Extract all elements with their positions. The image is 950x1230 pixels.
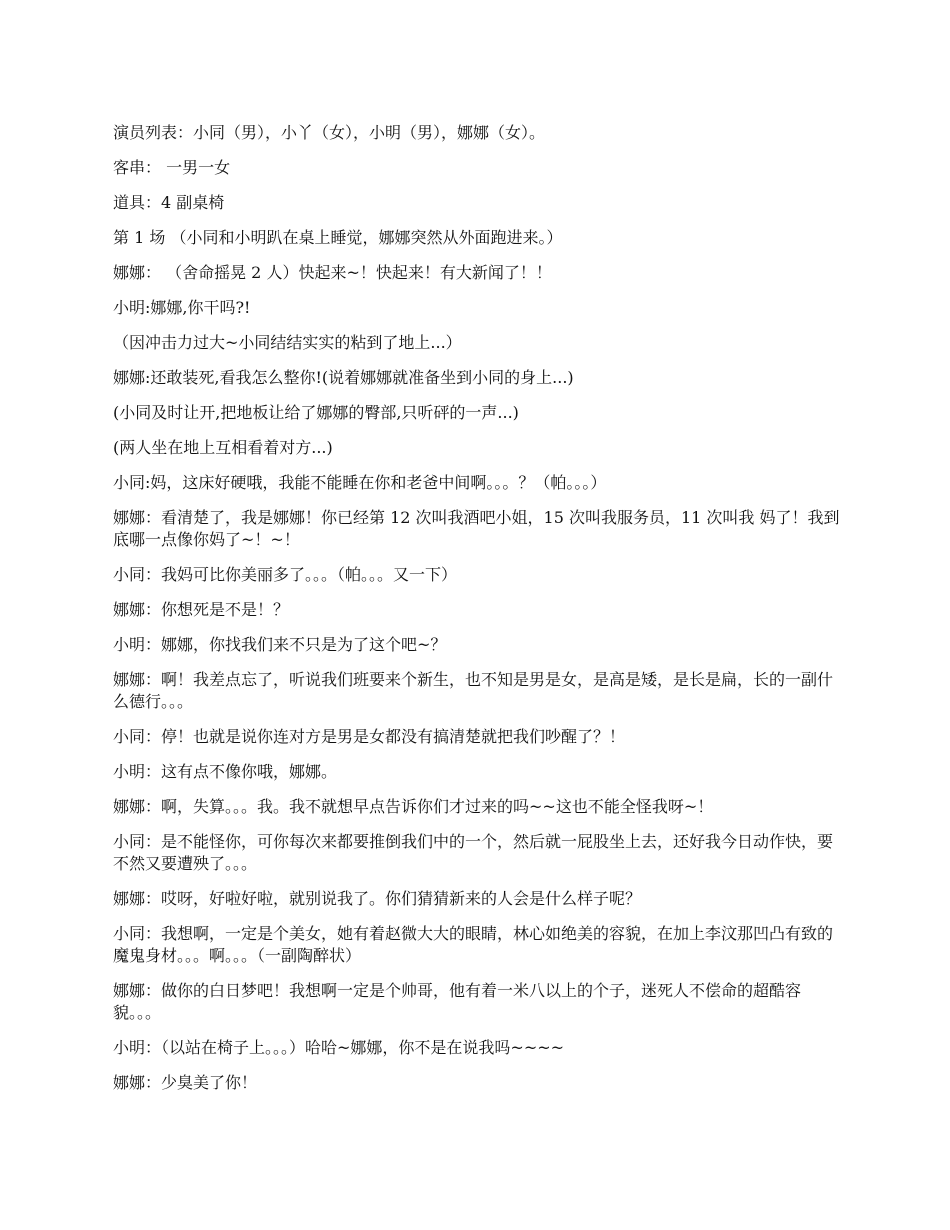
- guest-cast: 客串： 一男一女: [113, 158, 231, 177]
- dialogue-line: 娜娜:还敢装死,看我怎么整你!(说着娜娜就准备坐到小同的身上...): [113, 368, 574, 387]
- dialogue-line: 娜娜：做你的白日梦吧！我想啊一定是个帅哥，他有着一米八以上的个子，迷死人不偿命的超酷容貌。。。: [113, 981, 802, 1022]
- dialogue-line: 小明:娜娜,你干吗?!: [113, 298, 251, 317]
- dialogue-line: 娜娜：哎呀，好啦好啦，就别说我了。你们猜猜新来的人会是什么样子呢？: [113, 889, 642, 908]
- dialogue-line: 娜娜：啊！我差点忘了，听说我们班要来个新生，也不知是男是女，是高是矮，是长是扁，长的一副什么德行。。。: [113, 670, 834, 711]
- dialogue-line: 小同：我想啊，一定是个美女，她有着赵微大大的眼睛，林心如绝美的容貌，在加上李汶那凹凸有致的魔鬼身材。。。啊。。。（一副陶醉状）: [113, 924, 834, 965]
- stage-direction: (小同及时让开,把地板让给了娜娜的臀部,只听砰的一声...): [113, 403, 519, 422]
- dialogue-line: 娜娜：啊，失算。。。我。我不就想早点告诉你们才过来的吗~~这也不能全怪我呀~！: [113, 797, 714, 816]
- dialogue-line: 小明：这有点不像你哦，娜娜。: [113, 762, 338, 781]
- cast-list: 演员列表：小同（男），小丫（女），小明（男），娜娜（女）。: [113, 123, 546, 142]
- stage-direction: （因冲击力过大~小同结结实实的粘到了地上...）: [113, 333, 462, 352]
- props-line: 道具：4 副桌椅: [113, 193, 225, 212]
- dialogue-line: 小同:妈，这床好硬哦，我能不能睡在你和老爸中间啊。。。？（帕。。。）: [113, 473, 607, 492]
- dialogue-line: 娜娜：看清楚了，我是娜娜！你已经第 12 次叫我酒吧小姐，15 次叫我服务员，11 次叫我 妈了！我到底哪一点像你妈了~！~！: [113, 508, 840, 549]
- dialogue-line: 小同：我妈可比你美丽多了。。。（帕。。。又一下）: [113, 565, 458, 584]
- script-body: [113, 122, 840, 1107]
- dialogue-line: 小明：（以站在椅子上。。。）哈哈~娜娜，你不是在说我吗~~~~: [113, 1038, 565, 1057]
- dialogue-line: 娜娜：你想死是不是！？: [113, 600, 290, 619]
- dialogue-line: 小同：是不能怪你，可你每次来都要推倒我们中的一个，然后就一屁股坐上去，还好我今日动作快，要不然又要遭殃了。。。: [113, 832, 834, 873]
- dialogue-line: 娜娜： （舍命摇晃 2 人）快起来~！快起来！有大新闻了！！: [113, 263, 552, 282]
- stage-direction: (两人坐在地上互相看着对方...): [113, 438, 333, 457]
- dialogue-line: 小明：娜娜，你找我们来不只是为了这个吧~？: [113, 635, 447, 654]
- dialogue-line: 小同：停！也就是说你连对方是男是女都没有搞清楚就把我们吵醒了？！: [113, 727, 626, 746]
- scene-heading: 第 1 场 （小同和小明趴在桌上睡觉，娜娜突然从外面跑进来。）: [113, 228, 563, 247]
- dialogue-line: 娜娜：少臭美了你！: [113, 1073, 258, 1092]
